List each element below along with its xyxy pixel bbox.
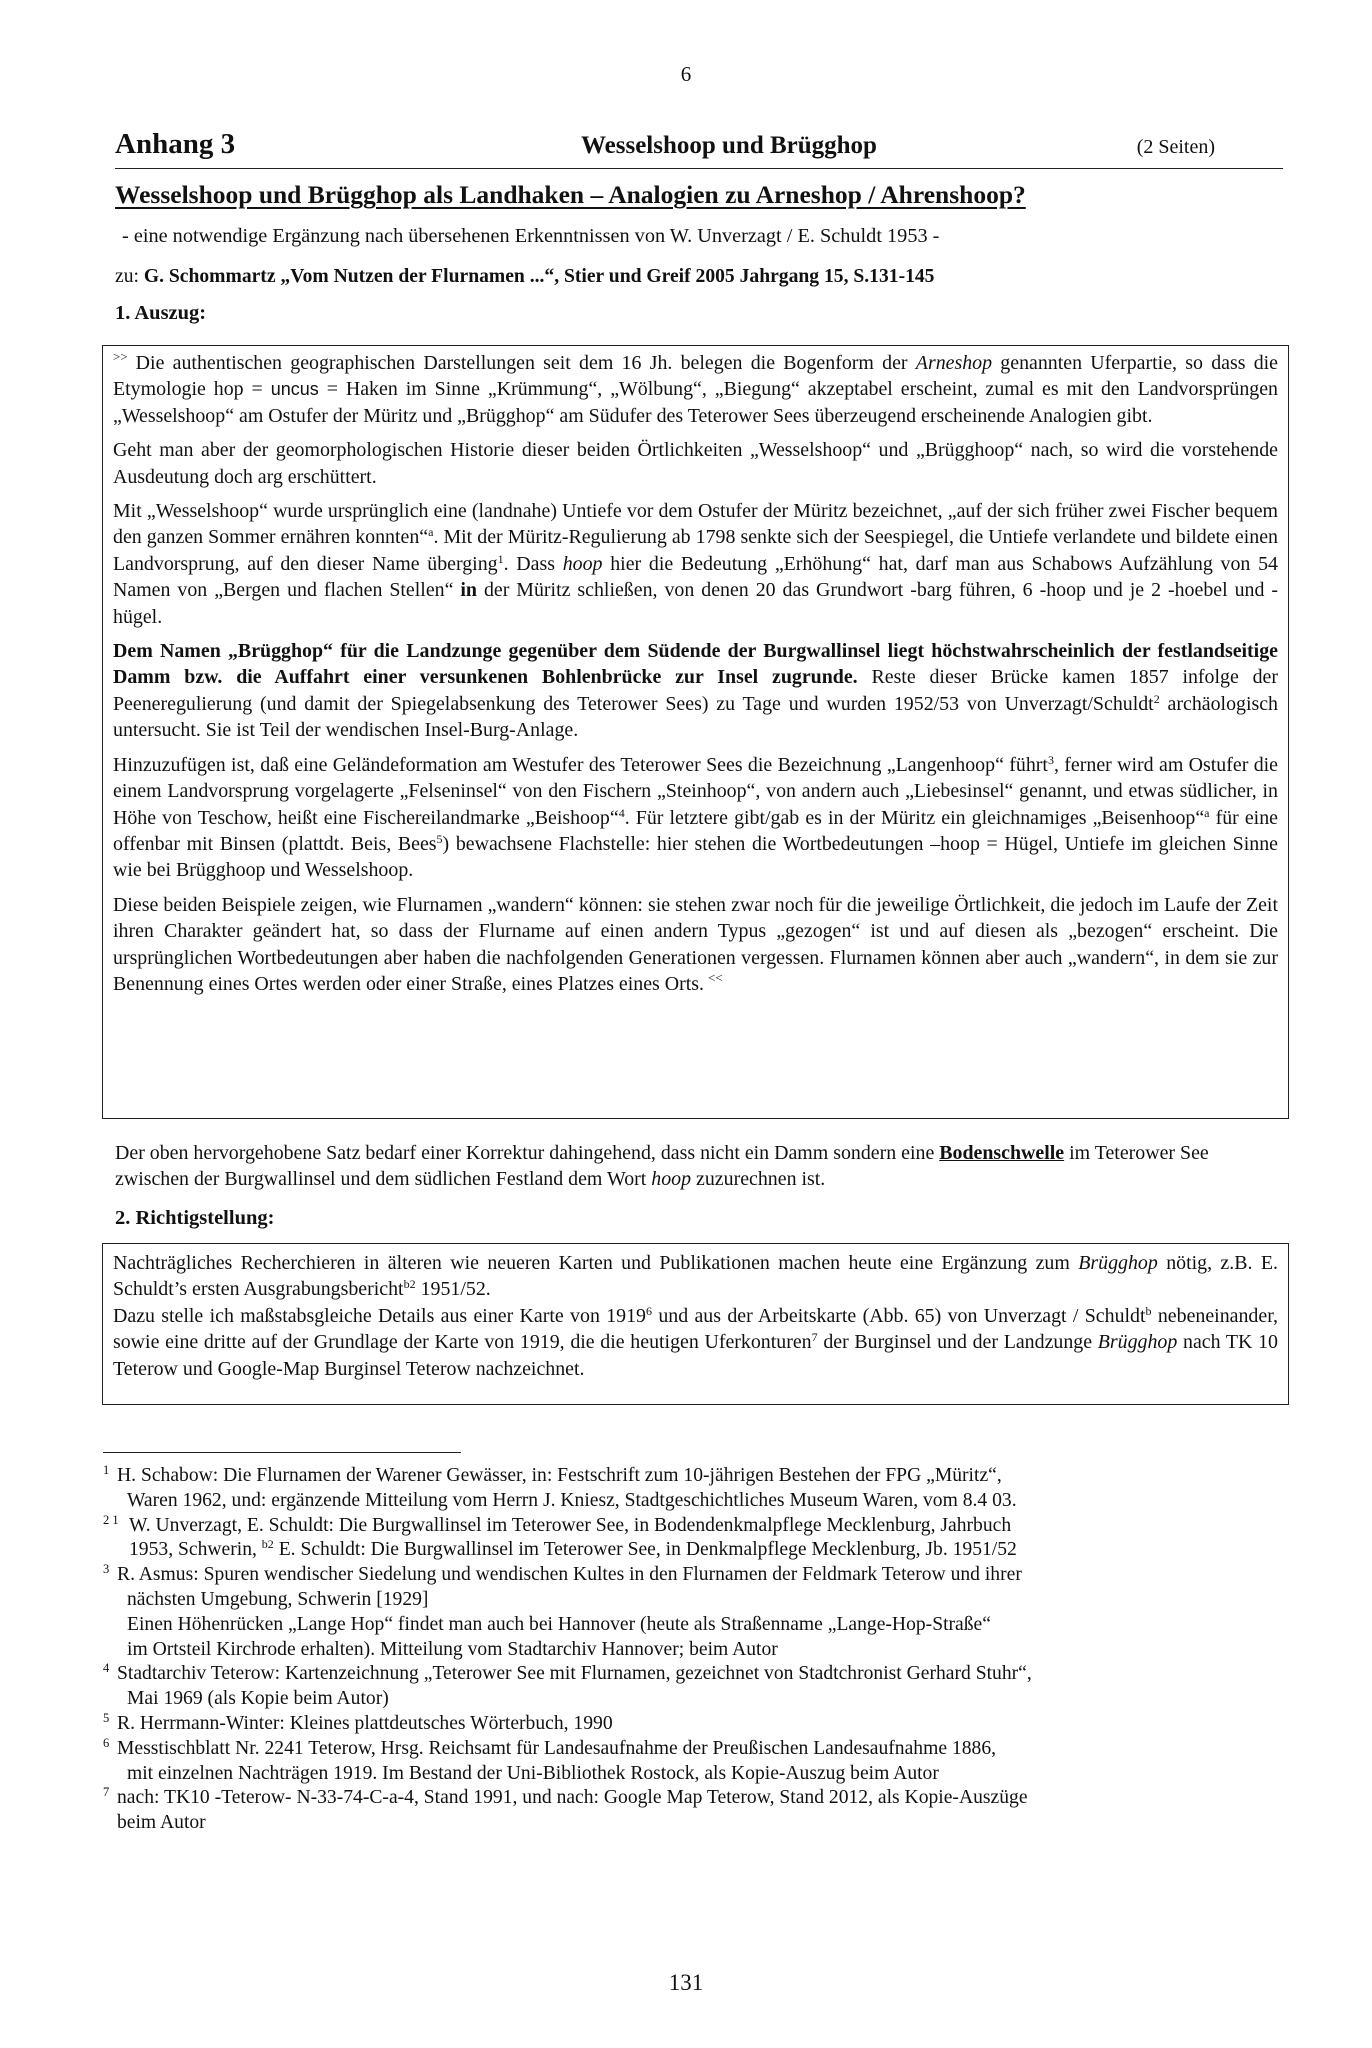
section-2-heading: 2. Richtigstellung: bbox=[115, 1207, 275, 1229]
emphasis: Brügghop bbox=[1097, 1331, 1178, 1354]
footnote-number bbox=[103, 1508, 119, 1533]
appendix-label: Anhang 3 bbox=[115, 128, 236, 160]
footnote-number-main: 2 bbox=[103, 1512, 110, 1527]
text: . Für letztere gibt/gab es in der Müritz ein gleichnamiges „Beisenhoop“ bbox=[624, 806, 1205, 829]
excerpt-paragraph-3 bbox=[113, 498, 1278, 630]
footnote-text: E. Schuldt: Die Burgwallinsel im Teterower See, in Denkmalpflege Mecklenburg, Jb. 1951/52 bbox=[273, 1539, 1017, 1561]
footnote-ref: 3 bbox=[1047, 752, 1054, 767]
correction-box-line-1 bbox=[113, 1250, 1278, 1303]
footnote-2 bbox=[103, 1514, 1293, 1564]
correction-paragraph bbox=[115, 1140, 1285, 1193]
footnote-4 bbox=[103, 1662, 1293, 1712]
footnote-number: 3 bbox=[103, 1562, 110, 1577]
footnote-number: 6 bbox=[103, 1735, 110, 1750]
text: und aus der Arbeitskarte (Abb. 65) von Unverzagt / Schuldt bbox=[652, 1304, 1146, 1327]
footnote-3 bbox=[103, 1563, 1293, 1662]
document-title: Wesselshoop und Brügghop als Landhaken – Analogien zu Arneshop / Ahrenshoop? bbox=[115, 180, 1026, 209]
text: Die authentischen geographischen Darstellungen seit dem 16 Jh. belegen die Bogenform der bbox=[135, 352, 916, 374]
close-quote-mark: << bbox=[708, 969, 723, 985]
text: Diese beiden Beispiele zeigen, wie Flurnamen „wandern“ können: sie stehen zwar noch für die jeweilige Örtlichkeit, die jedoch im Laufe der Zeit ihren Charakter geändert hat, so dass der Flurname auf einen andern Typus „gezogen“ ist und auf diesen als „bezogen“ erscheint. Die ursprünglichen Wortbedeutungen aber haben die nachfolgenden Generationen vergessen. Flurnamen können aber auch „wandern“, in dem sie zur Benennung eines Ortes werden oder einer Straße, eines Platzes eines Orts. bbox=[113, 893, 1278, 995]
footnote-text: H. Schabow: Die Flurnamen der Warener Gewässer, in: Festschrift zum 10-jährigen Bestehen der FPG „Müritz“, bbox=[117, 1465, 1002, 1486]
footnote-separator bbox=[103, 1452, 461, 1453]
text: Mit „Wesselshoop“ wurde ursprünglich eine (landnahe) Untiefe vor dem Ostufer der Müritz bezeichnet, „auf der sich früher zwei Fischer bequem den ganzen Sommer ernähren konnten“ bbox=[113, 500, 1278, 549]
excerpt-box bbox=[102, 345, 1289, 1119]
excerpt-paragraph-5 bbox=[113, 752, 1278, 884]
text: Der oben hervorgehobene Satz bedarf einer Korrektur dahingehend, dass nicht ein Damm sondern eine bbox=[115, 1142, 940, 1164]
footnote-text: beim Autor bbox=[117, 1812, 206, 1834]
footnote-text: W. Unverzagt, E. Schuldt: Die Burgwallinsel im Teterower See, in Bodendenkmalpflege Mecklenburg, Jahrbuch bbox=[129, 1514, 1012, 1536]
text: = Haken im Sinne „Krümmung“, „Wölbung“, „Biegung“ akzeptabel erscheint, zumal es mit den Landvorsprüngen „Wesselshoop“ am Ostufer der Müritz und „Brügghop“ am Südufer des Teterower Sees überzeugend erscheinende Analogien gibt. bbox=[113, 378, 1278, 427]
text: 1951/52. bbox=[415, 1278, 491, 1301]
latin-term: uncus bbox=[270, 379, 319, 400]
footnote-7 bbox=[103, 1786, 1293, 1836]
footnotes bbox=[103, 1464, 1293, 1836]
emphasis: hoop bbox=[562, 552, 603, 575]
footnote-ref: b bbox=[1145, 1303, 1152, 1318]
footnote-text: Messtischblatt Nr. 2241 Teterow, Hrsg. Reichsamt für Landesaufnahme der Preußischen Landesaufnahme 1886, bbox=[117, 1737, 997, 1759]
section-1-heading: 1. Auszug: bbox=[115, 302, 207, 324]
text: im Teterower See zwischen der Burgwallinsel und dem südlichen Festland dem Wort bbox=[115, 1142, 1209, 1191]
footnote-ref: b2 bbox=[261, 1537, 274, 1552]
text: Dazu stelle ich maßstabsgleiche Details aus einer Karte von 1919 bbox=[113, 1304, 646, 1327]
footnote-text: mit einzelnen Nachträgen 1919. Im Bestand der Uni-Bibliothek Rostock, als Kopie-Auszug beim Autor bbox=[127, 1762, 939, 1784]
text: Nachträgliches Recherchieren in älteren wie neueren Karten und Publikationen machen heute eine Ergänzung zum bbox=[113, 1252, 1079, 1274]
highlighted-sentence: Dem Namen „Brügghop“ für die Landzunge gegenüber dem Südende der Burgwallinsel liegt höchstwahrscheinlich der festlandseitige Damm bzw. die Auffahrt einer versunkenen Bohlenbrücke zur Insel zugrunde. bbox=[113, 640, 1278, 689]
footnote-subref: 1 bbox=[112, 1512, 119, 1527]
document-subtitle: - eine notwendige Ergänzung nach übersehenen Erkenntnissen von W. Unverzagt / E. Schuldt 1953 - bbox=[122, 225, 940, 247]
footnote-6 bbox=[103, 1737, 1293, 1787]
text: nach TK 10 Teterow und Google-Map Burginsel Teterow nachzeichnet. bbox=[113, 1331, 1278, 1380]
text: zuzurechnen ist. bbox=[691, 1168, 826, 1191]
footnote-ref: b2 bbox=[403, 1277, 416, 1292]
appendix-page-count: (2 Seiten) bbox=[1136, 136, 1215, 158]
footnote-text: Einen Höhenrücken „Lange Hop“ findet man auch bei Hannover (heute als Straßenname „Lange-Hop-Straße“ bbox=[127, 1613, 991, 1635]
appendix-title: Wesselshoop und Brügghop bbox=[581, 132, 877, 159]
page-number-bottom: 131 bbox=[668, 1970, 704, 1995]
reference-text: G. Schommartz „Vom Nutzen der Flurnamen ...“, Stier und Greif 2005 Jahrgang 15, S.131-145 bbox=[143, 266, 935, 287]
text: hier die Bedeutung „Erhöhung“ hat, darf man aus Schabows Aufzählung von 54 Namen von „Bergen und flachen Stellen“ bbox=[113, 552, 1279, 602]
footnote-ref: 5 bbox=[436, 831, 443, 846]
emphasis: Brügghop bbox=[1078, 1252, 1158, 1274]
footnote-ref: 4 bbox=[618, 805, 625, 820]
footnote-text: im Ortsteil Kirchrode erhalten). Mitteilung vom Stadtarchiv Hannover; beim Autor bbox=[127, 1638, 778, 1660]
footnote-text: nach: TK10 -Teterow- N-33-74-C-a-4, Stand 1991, und nach: Google Map Teterow, Stand 2012, als Kopie-Auszüge bbox=[117, 1787, 1028, 1809]
footnote-text: R. Asmus: Spuren wendischer Siedelung und wendischen Kultes in den Flurnamen der Feldmark Teterow und ihrer bbox=[117, 1564, 1022, 1586]
open-quote-mark: >> bbox=[113, 349, 128, 364]
footnote-text: Waren 1962, und: ergänzende Mitteilung vom Herrn J. Kniesz, Stadtgeschichtliches Museum Waren, vom 8.4 03. bbox=[127, 1489, 1017, 1511]
footnote-5 bbox=[103, 1712, 1293, 1737]
text: . Mit der Müritz-Regulierung ab 1798 senkte sich der Seespiegel, die Untiefe verlandete und bildete einen Landvorsprung, auf den dieser Name überging bbox=[113, 526, 1279, 575]
text: archäologisch untersucht. Sie ist Teil der wendischen Insel-Burg-Anlage. bbox=[113, 692, 1279, 742]
footnote-number: 4 bbox=[103, 1661, 110, 1676]
appendix-header bbox=[115, 128, 1283, 169]
footnote-ref: a bbox=[1204, 805, 1210, 820]
excerpt-paragraph-2: Geht man aber der geomorphologischen Historie dieser beiden Örtlichkeiten „Wesselshoop“ und „Brügghoop“ nach, so wird die vorstehende Ausdeutung doch arg erschüttert. bbox=[113, 439, 1278, 488]
footnote-number: 7 bbox=[103, 1785, 110, 1800]
text: nötig, z.B. E. Schuldt’s ersten Ausgrabungsbericht bbox=[113, 1252, 1278, 1301]
footnote-ref: 7 bbox=[811, 1330, 818, 1345]
text: ) bewachsene Flachstelle: hier stehen die Wortbedeutungen –hoop = Hügel, Untiefe im gleichen Sinne wie bei Brügghoop und Wesselshoop. bbox=[113, 832, 1278, 882]
text: nebeneinander, sowie eine dritte auf der Grundlage der Karte von 1919, die die heutigen Uferkonturen bbox=[113, 1304, 1278, 1354]
footnote-ref: 2 bbox=[1153, 691, 1160, 706]
excerpt-paragraph-1 bbox=[113, 350, 1278, 429]
emphasis: Arneshop bbox=[915, 352, 993, 374]
footnote-1 bbox=[103, 1464, 1293, 1514]
text: Reste dieser Brücke kamen 1857 infolge der Peeneregulierung (und damit der Spiegelabsenkung des Teterower Sees) zu Tage und wurden 1952/53 von Unverzagt/Schuldt bbox=[113, 666, 1279, 715]
footnote-number: 1 bbox=[103, 1463, 110, 1477]
excerpt-paragraph-6 bbox=[113, 892, 1278, 998]
underlined-term: Bodenschwelle bbox=[939, 1142, 1065, 1164]
footnote-ref: 6 bbox=[646, 1303, 652, 1318]
reference-prefix: zu: bbox=[115, 266, 144, 287]
correction-box bbox=[102, 1243, 1289, 1405]
footnote-text: nächsten Umgebung, Schwerin [1929] bbox=[127, 1588, 429, 1610]
bold-text: in bbox=[460, 579, 477, 602]
footnote-ref: 1 bbox=[497, 551, 504, 566]
footnote-text: Stadtarchiv Teterow: Kartenzeichnung „Teterower See mit Flurnamen, gezeichnet von Stadtchronist Gerhard Stuhr“, bbox=[117, 1663, 1032, 1685]
footnote-text: R. Herrmann-Winter: Kleines plattdeutsches Wörterbuch, 1990 bbox=[117, 1712, 613, 1734]
footnote-text-line bbox=[129, 1538, 1293, 1563]
page-number-top: 6 bbox=[680, 62, 692, 86]
footnote-number: 5 bbox=[103, 1710, 110, 1725]
text: für eine offenbar mit Binsen (plattdt. Beis, Bees bbox=[113, 806, 1278, 855]
text: der Burginsel und der Landzunge bbox=[817, 1331, 1098, 1354]
footnote-text: Mai 1969 (als Kopie beim Autor) bbox=[127, 1688, 389, 1710]
text: , ferner wird am Ostufer die einem Landvorsprung vorgelagerte „Felseninsel“ von den Fischern „Steinhoop“, von andern auch „Liebesinsel“ genannt, und etwas südlicher, in Höhe von Teschow, heißt eine Fischereilandmarke „Beishoop“ bbox=[113, 753, 1278, 829]
text: der Müritz schließen, von denen 20 das Grundwort -barg führen, 6 -hoop und je 2 -hoebel und -hügel. bbox=[113, 579, 1278, 628]
excerpt-paragraph-4 bbox=[113, 638, 1278, 744]
reference-line bbox=[115, 266, 934, 288]
emphasis: hoop bbox=[651, 1168, 692, 1191]
text: . Dass bbox=[503, 552, 563, 575]
text: genannten Uferpartie, so dass die Etymologie hop = bbox=[113, 352, 1279, 401]
footnote-text: 1953, Schwerin, bbox=[129, 1539, 262, 1561]
correction-box-line-2 bbox=[113, 1303, 1278, 1382]
footnote-ref: a bbox=[428, 525, 434, 540]
text: Hinzuzufügen ist, daß eine Geländeformation am Westufer des Teterower Sees die Bezeichnung „Langenhoop“ führt bbox=[113, 753, 1048, 776]
